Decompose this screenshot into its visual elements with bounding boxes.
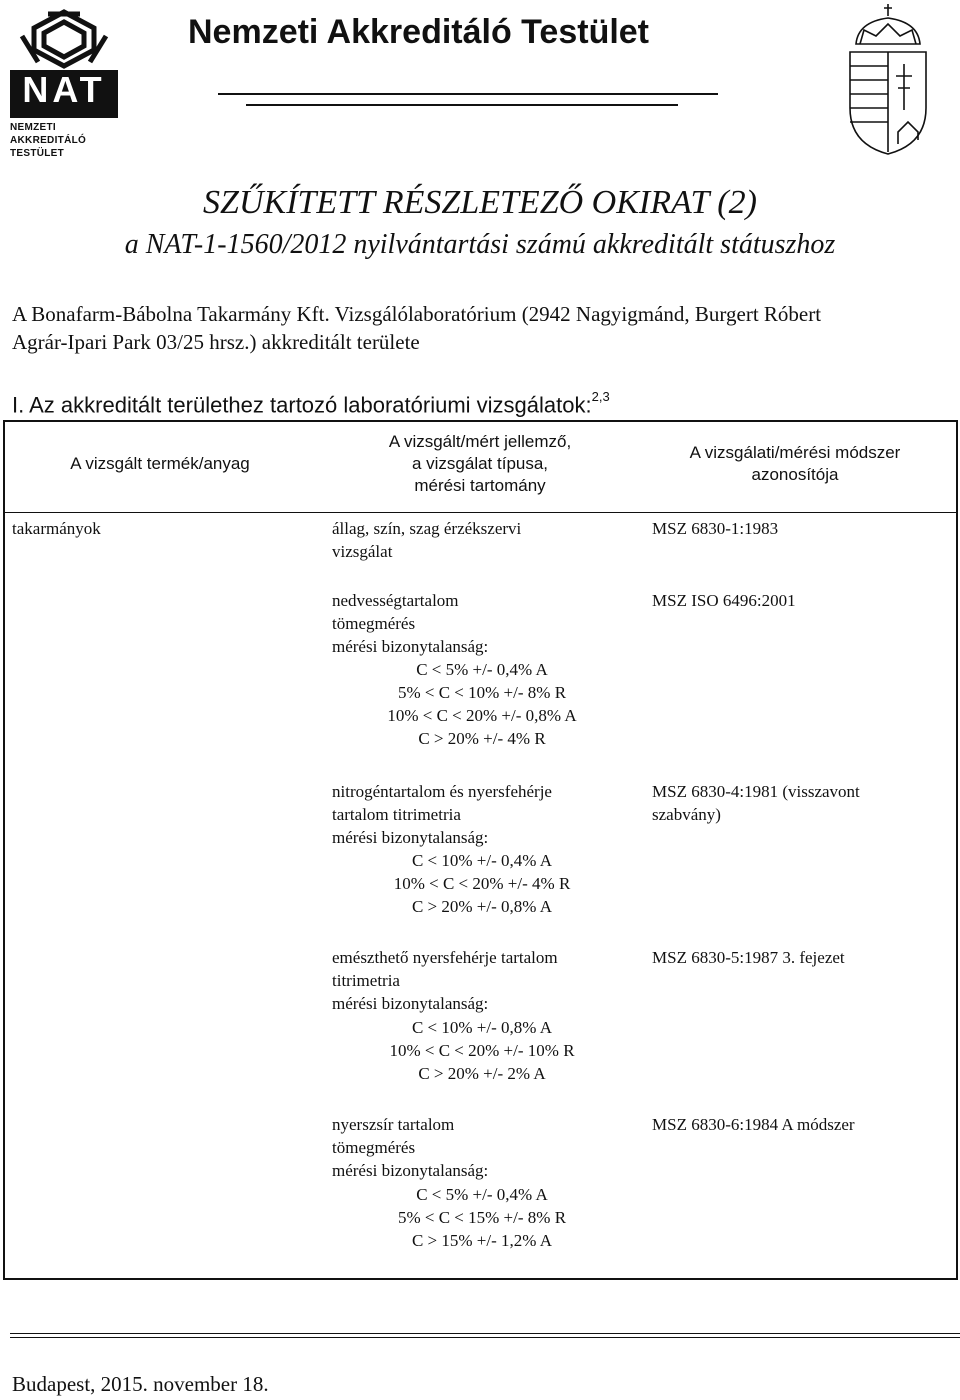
org-title: Nemzeti Akkreditáló Testület bbox=[188, 13, 650, 51]
section-footnote-ref: 2,3 bbox=[591, 389, 610, 404]
range-line: C < 10% +/- 0,4% A bbox=[411, 851, 553, 870]
method-line: MSZ 6830-6:1984 A módszer bbox=[652, 1115, 855, 1134]
range-line: 10% < C < 20% +/- 0,8% A bbox=[387, 706, 577, 725]
method-line: MSZ 6830-1:1983 bbox=[652, 519, 779, 538]
intro-paragraph bbox=[12, 300, 952, 356]
feature-line: mérési bizonytalanság: bbox=[332, 1161, 489, 1180]
table-row-feature bbox=[332, 517, 632, 563]
table-row-feature bbox=[332, 1113, 632, 1182]
logo-abbr: NAT bbox=[22, 69, 106, 110]
table-row-method bbox=[652, 780, 942, 826]
footer-divider bbox=[10, 1333, 960, 1334]
table-row-method bbox=[652, 589, 942, 612]
header-feature-line: a vizsgálat típusa, bbox=[411, 454, 549, 473]
header-feature-line: A vizsgált/mért jellemző, bbox=[388, 432, 572, 451]
header-feature bbox=[330, 431, 630, 497]
range-line: 10% < C < 20% +/- 10% R bbox=[389, 1041, 575, 1060]
feature-line: tömegmérés bbox=[332, 1138, 416, 1157]
range-line: 5% < C < 15% +/- 8% R bbox=[397, 1208, 567, 1227]
logo-line-2: AKKREDITÁLÓ bbox=[10, 135, 87, 146]
feature-line: nedvességtartalom bbox=[332, 591, 459, 610]
header-method bbox=[640, 442, 950, 486]
feature-line: tömegmérés bbox=[332, 614, 416, 633]
range-line: C > 20% +/- 4% R bbox=[418, 729, 546, 748]
range-line: 10% < C < 20% +/- 4% R bbox=[393, 874, 571, 893]
logo-line-3: TESTÜLET bbox=[10, 148, 65, 159]
table-row-method bbox=[652, 946, 942, 969]
intro-line: A Bonafarm-Bábolna Takarmány Kft. Vizsgálólaboratórium (2942 Nagyigmánd, Burgert Róbert bbox=[12, 302, 822, 326]
range-line: C > 15% +/- 1,2% A bbox=[411, 1231, 553, 1250]
table-row-feature bbox=[332, 589, 632, 658]
product-cell: takarmányok bbox=[12, 519, 101, 538]
footer-date: Budapest, 2015. november 18. bbox=[12, 1372, 269, 1396]
footer-divider-2 bbox=[10, 1337, 960, 1338]
method-line: MSZ ISO 6496:2001 bbox=[652, 591, 796, 610]
header-feature-line: mérési tartomány bbox=[414, 476, 546, 495]
table-row-method bbox=[652, 517, 942, 540]
range-line: C < 5% +/- 0,4% A bbox=[416, 1185, 548, 1204]
feature-line: emészthető nyersfehérje tartalom bbox=[332, 948, 558, 967]
title-underline bbox=[218, 93, 718, 95]
document-title: SZŰKÍTETT RÉSZLETEZŐ OKIRAT (2) bbox=[203, 184, 757, 221]
method-line: MSZ 6830-5:1987 3. fejezet bbox=[652, 948, 845, 967]
feature-line: titrimetria bbox=[332, 971, 400, 990]
feature-line: tartalom titrimetria bbox=[332, 805, 461, 824]
title-underline-2 bbox=[246, 104, 678, 106]
table-row-method bbox=[652, 1113, 942, 1136]
range-line: C > 20% +/- 2% A bbox=[418, 1064, 546, 1083]
table-row-feature bbox=[332, 780, 632, 849]
feature-line: nitrogéntartalom és nyersfehérje bbox=[332, 782, 552, 801]
table-row-ranges bbox=[332, 849, 632, 918]
feature-line: vizsgálat bbox=[332, 542, 393, 561]
table-header-divider bbox=[3, 512, 958, 513]
range-line: C > 20% +/- 0,8% A bbox=[411, 897, 553, 916]
method-line: szabvány) bbox=[652, 805, 721, 824]
feature-line: mérési bizonytalanság: bbox=[332, 637, 489, 656]
feature-line: mérési bizonytalanság: bbox=[332, 828, 489, 847]
table-row-ranges bbox=[332, 1016, 632, 1085]
header-method-line: A vizsgálati/mérési módszer bbox=[689, 443, 901, 462]
feature-line: mérési bizonytalanság: bbox=[332, 994, 489, 1013]
method-line: MSZ 6830-4:1981 (visszavont bbox=[652, 782, 860, 801]
table-row-feature bbox=[332, 946, 632, 1015]
table-row-ranges bbox=[332, 1183, 632, 1252]
hungarian-coat-of-arms-icon bbox=[838, 4, 938, 156]
section-heading-text: I. Az akkreditált területhez tartozó laboratóriumi vizsgálatok: bbox=[12, 392, 592, 418]
logo-line-1: NEMZETI bbox=[10, 122, 56, 133]
range-line: C < 5% +/- 0,4% A bbox=[416, 660, 548, 679]
range-line: 5% < C < 10% +/- 8% R bbox=[397, 683, 567, 702]
feature-line: nyerszsír tartalom bbox=[332, 1115, 455, 1134]
intro-line: Agrár-Ipari Park 03/25 hrsz.) akkreditált területe bbox=[12, 330, 420, 354]
feature-line: állag, szín, szag érzékszervi bbox=[332, 519, 522, 538]
header-method-line: azonosítója bbox=[751, 465, 839, 484]
document-subtitle: a NAT-1-1560/2012 nyilvántartási számú akkreditált státuszhoz bbox=[124, 229, 836, 260]
header-product: A vizsgált termék/anyag bbox=[70, 454, 250, 473]
range-line: C < 10% +/- 0,8% A bbox=[411, 1018, 553, 1037]
section-heading bbox=[12, 385, 610, 420]
table-row-ranges bbox=[332, 658, 632, 750]
